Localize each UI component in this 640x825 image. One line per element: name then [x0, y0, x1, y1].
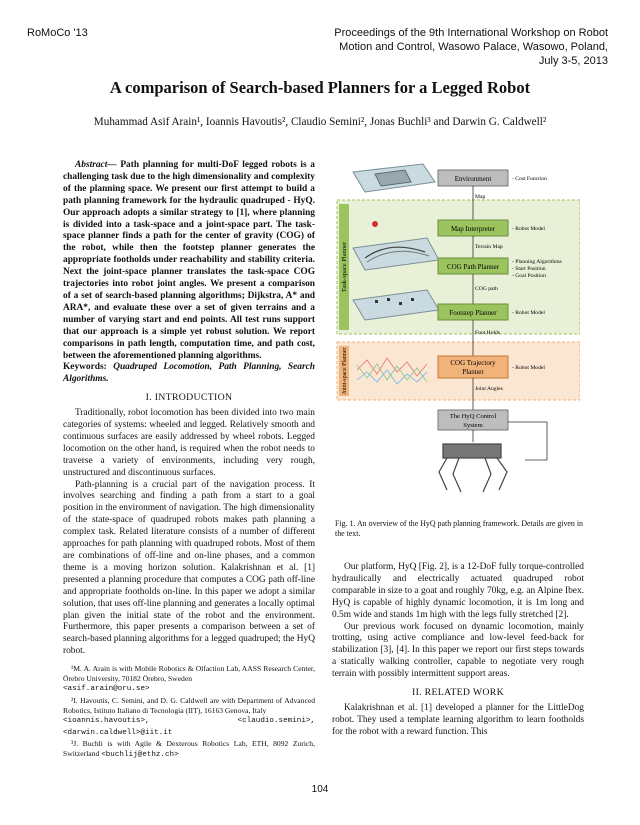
task-space-label: Task-space Planner: [341, 241, 348, 293]
header-line-1: Proceedings of the 9th International Workshop on Robot: [334, 27, 608, 39]
related-paragraph-1: Kalakrishnan et al. [1] developed a planner for the LittleDog robot. They used a template learning algorithm to learn footholds for the robot with a reward function. This: [332, 702, 584, 737]
environment-label: Environment: [454, 175, 492, 183]
abstract: [63, 160, 315, 362]
figure-caption: Fig. 1. An overview of the HyQ path planning framework. Details are given in the text.: [335, 519, 583, 538]
page-number: 104: [311, 784, 329, 795]
robot-model-note-1: - Robot Model: [512, 226, 545, 232]
hyq-control-label-2: System: [463, 422, 483, 429]
cog-note-2: - Start Position: [512, 266, 546, 272]
foot-holds-label: Foot Holds: [475, 330, 501, 336]
footnotes: [63, 664, 315, 760]
header-line-3: July 3-5, 2013: [538, 55, 608, 67]
cog-path-planner-label: COG Path Planner: [446, 263, 500, 271]
cog-note-3: - Goal Position: [512, 273, 546, 279]
cog-note-1: - Planning Algorithms: [512, 259, 562, 265]
right-column: [332, 562, 584, 739]
feedback-arrow: [508, 422, 547, 460]
figure-1: [335, 160, 580, 510]
header-line-2: Motion and Control, Wasowo Palace, Wasowo, Poland,: [339, 41, 608, 53]
map-interpreter-label: Map Interpreter: [450, 225, 496, 233]
footnote-2-email: <ioannis.havoutis>, <claudio.semini>, <darwin.caldwell>@iit.it: [63, 717, 315, 737]
section-title-introduction: I. INTRODUCTION: [145, 392, 233, 404]
header-left: RoMoCo '13: [27, 27, 88, 39]
footnote-1: ¹M. A. Arain is with Mobile Robotics & Olfaction Lab, AASS Research Center, Örebro University, 70182 Örebro, Sweden <asif.arain@oru.se>: [63, 664, 315, 694]
footnote-1-email: <asif.arain@oru.se>: [63, 685, 150, 694]
footnote-3-email: <buchlij@ethz.ch>: [101, 750, 179, 759]
footnote-3: ³J. Buchli is with Agile & Dexterous Robotics Lab, ETH, 8092 Zurich, Switzerland <buchlij@ethz.ch>: [63, 739, 315, 759]
framework-diagram: [335, 160, 580, 510]
cost-function-note: - Cost Function: [512, 176, 547, 182]
keywords-text: Quadruped Locomotion, Path Planning, Search Algorithms.: [63, 362, 315, 385]
cog-trajectory-label-2: Planner: [462, 368, 484, 376]
paper-title: A comparison of Search-based Planners for a Legged Robot: [109, 78, 531, 97]
hyq-control-label-1: The HyQ Control: [449, 413, 497, 420]
intro-paragraph-2: Path-planning is a crucial part of the navigation process. It involves searching and finding a path from a start to a goal position in the environment of navigation. The high dimensionality of the state-space of quadruped robots makes path planning a complex task. Related literature consists of a number of different approaches for path planning with quadruped robots. Most of them are combinations of off-line and on-line phases, and a common theme is a moving horizon solution. Kalakrishnan et al. [1] presented a planning procedure that computes a COG path off-line and appropriate footholds on-line. In this paper we adopt a similar solution, that uses off-line planning and generates a locally optimal plan given the initial state of the robot and the environment. Furthermore, this paper presents a comparison between a set of search-based planning algorithms for a legged quadruped; the HyQ robot.: [63, 479, 316, 657]
right-paragraph-2: Our previous work focused on dynamic locomotion, mainly trotting, using active compliance and low-level feed-back for stabilization [3], [4]. In this paper we report our first steps towards a statically walking controller, capable to negotiate very rough terrain with possibly intermittent support areas.: [332, 621, 584, 680]
robot-model-note-3: - Robot Model: [512, 365, 545, 371]
terrain-illustration-top: [353, 164, 435, 192]
header-right: [308, 26, 608, 68]
keywords-label: Keywords:: [63, 362, 107, 373]
keywords: [63, 362, 315, 386]
goal-marker: [372, 221, 378, 227]
cog-path-label: COG path: [475, 286, 498, 292]
cog-trajectory-label-1: COG Trajectory: [450, 359, 496, 367]
robot-model-note-2: - Robot Model: [512, 310, 545, 316]
section-title-related-work: II. RELATED WORK: [412, 687, 504, 699]
footstep-planner-label: Footstep Planner: [449, 309, 497, 317]
hyq-robot-illustration: [439, 444, 507, 492]
left-column: [63, 160, 315, 762]
intro-paragraph-1: Traditionally, robot locomotion has been divided into two main categories of systems: wheeled and legged. Relatively smooth and continuous surfaces are easily addressed by wheel robots. Legged locomotion on the other hand, is required when the robot needs to traverse a variety of environments, including very rough, unstructured and discontinuous surfaces.: [63, 408, 315, 478]
map-label: Map: [475, 194, 486, 200]
author-list: Muhammad Asif Arain¹, Ioannis Havoutis², Claudio Semini², Jonas Buchli³ and Darwin G. Caldwell²: [93, 116, 547, 128]
abstract-label: Abstract: [75, 160, 108, 170]
abstract-text: — Path planning for multi-DoF legged robots is a challenging task due to the high dimensionality and complexity of the planning space. We present our first attempt to build a path planning framework for the hydraulic quadruped - HyQ. Our approach adopts a similar strategy to [1], where planning is divided into a task-space and a joint-space part. The task-space planner finds a path for the center of gravity (COG) of the robot, while then the footstep planner generates the appropriate footholds under reachability and stability criteria. Next the joint-space planner translates the task-space COG trajectories into robot joint angles. We present a comparison of a set of search-based planning algorithms; Dijkstra, A* and ARA*, and evaluate these over a set of given terrains and a number of varying start and end points. All test runs support that our approach is a simple yet robust solution. We report comparisons in path length, computation time, and path cost, between the aforementioned planning algorithms.: [63, 160, 315, 361]
right-paragraph-1: Our platform, HyQ [Fig. 2], is a 12-DoF fully torque-controlled hydraulically and electrically actuated quadruped robot comparable in size to a goat and roughly 70kg, e.g. an Alpine Ibex. HyQ is capable of highly dynamic locomotion, it is 1m long and 0.5m wide and stands 1m high with the legs fully stretched [2].: [332, 562, 584, 620]
terrain-map-label: Terrain Map: [475, 244, 503, 250]
joint-space-label: Joint-space Planner: [342, 347, 348, 395]
joint-angles-label: Joint Angles: [475, 386, 503, 392]
footnote-2: ²I. Havoutis, C. Semini, and D. G. Caldwell are with Department of Advanced Robotics, Istituto Italiano di Tecnologia (IIT), 16163 Genova, Italy <ioannis.havoutis>, <claudio.semini>, <darwin.caldwell>@iit.it: [63, 695, 315, 737]
